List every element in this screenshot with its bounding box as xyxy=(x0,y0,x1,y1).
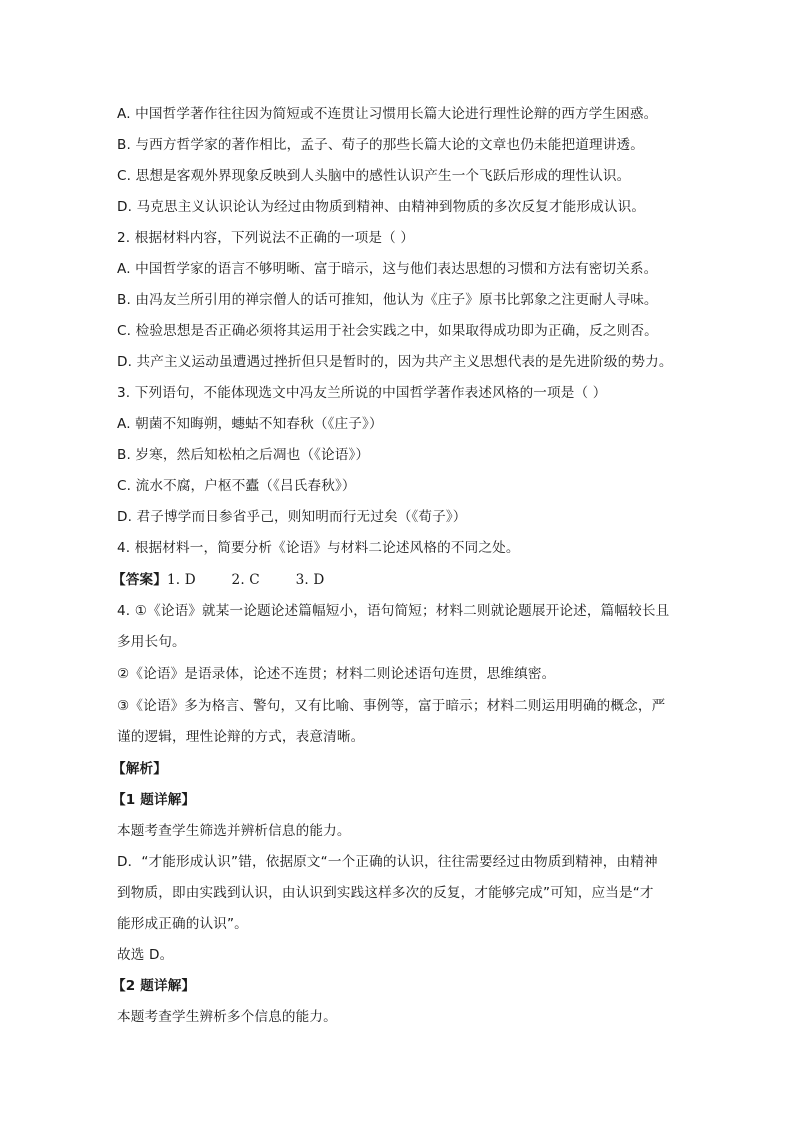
q1-option-c: C. 思想是客观外界现象反映到人头脑中的感性认识产生一个飞跃后形成的理性认识。 xyxy=(117,168,631,184)
q4-stem: 4. 根据材料一，简要分析《论语》与材料二论述风格的不同之处。 xyxy=(117,540,520,556)
answer-label: 【答案】 xyxy=(112,572,167,588)
q1-option-d: D. 马克思主义认识论认为经过由物质到精神、由精神到物质的多次反复才能形成认识。 xyxy=(117,199,646,215)
answer4-point1-line2: 多用长句。 xyxy=(117,634,186,650)
answer-row xyxy=(112,570,677,590)
analysis-label: 【解析】 xyxy=(112,761,167,777)
q2-stem: 2. 根据材料内容，下列说法不正确的一项是（ ） xyxy=(117,230,415,246)
q1-analysis-detail-line1: D．“才能形成认识”错，依据原文“一个正确的认识，往往需要经过由物质到精神，由精神 xyxy=(117,854,658,870)
q3-stem: 3. 下列语句，不能体现选文中冯友兰所说的中国哲学著作表述风格的一项是（ ） xyxy=(117,385,607,401)
q3-option-d: D. 君子博学而日参省乎己，则知明而行无过矣（《荀子》） xyxy=(117,509,467,525)
answer-values: 1. D 2. C 3. D xyxy=(166,572,325,588)
q2-option-c: C. 检验思想是否正确必须将其运用于社会实践之中，如果取得成功即为正确，反之则否。 xyxy=(117,323,658,339)
q2-option-d: D. 共产主义运动虽遭遇过挫折但只是暂时的，因为共产主义思想代表的是先进阶级的势力。 xyxy=(117,354,673,370)
answer4-point2: ②《论语》是语录体，论述不连贯；材料二则论述语句连贯，思维缜密。 xyxy=(117,666,556,682)
q1-analysis-detail-line2: 到物质，即由实践到认识，由认识到实践这样多次的反复，才能够完成”可知，应当是“才 xyxy=(117,885,654,901)
q2-option-a: A. 中国哲学家的语言不够明晰、富于暗示，这与他们表达思想的习惯和方法有密切关系。 xyxy=(117,261,658,277)
answer4-point3-line2: 谨的逻辑，理性论辩的方式，表意清晰。 xyxy=(117,729,365,745)
q1-analysis-title: 【1 题详解】 xyxy=(112,792,196,808)
q1-analysis-choice: 故选 D。 xyxy=(117,947,174,963)
q1-option-a: A. 中国哲学著作往往因为简短或不连贯让习惯用长篇大论进行理性论辩的西方学生困惑。 xyxy=(117,106,658,122)
q2-option-b: B. 由冯友兰所引用的禅宗僧人的话可推知，他认为《庄子》原书比郭象之注更耐人寻味。 xyxy=(117,292,658,308)
q3-option-a: A. 朝菌不知晦朔，蟪蛄不知春秋（《庄子》） xyxy=(117,416,383,432)
q1-analysis-detail-line3: 能形成正确的认识”。 xyxy=(117,916,248,932)
q1-analysis-intro: 本题考查学生筛选并辨析信息的能力。 xyxy=(117,823,351,839)
q2-analysis-title: 【2 题详解】 xyxy=(112,978,196,994)
q3-option-b: B. 岁寒，然后知松柏之后凋也（《论语》） xyxy=(117,447,370,463)
answer4-point3-line1: ③《论语》多为格言、警句，又有比喻、事例等，富于暗示；材料二则运用明确的概念，严 xyxy=(117,698,666,714)
q1-option-b: B. 与西方哲学家的著作相比，孟子、荀子的那些长篇大论的文章也仍未能把道理讲透。 xyxy=(117,137,644,153)
q3-option-c: C. 流水不腐，户枢不蠹（《吕氏春秋》） xyxy=(117,478,356,494)
q2-analysis-intro: 本题考查学生辨析多个信息的能力。 xyxy=(117,1009,337,1025)
answer4-point1-line1: 4. ①《论语》就某一论题论述篇幅短小，语句简短；材料二则就论题展开论述，篇幅较长且 xyxy=(117,603,670,619)
